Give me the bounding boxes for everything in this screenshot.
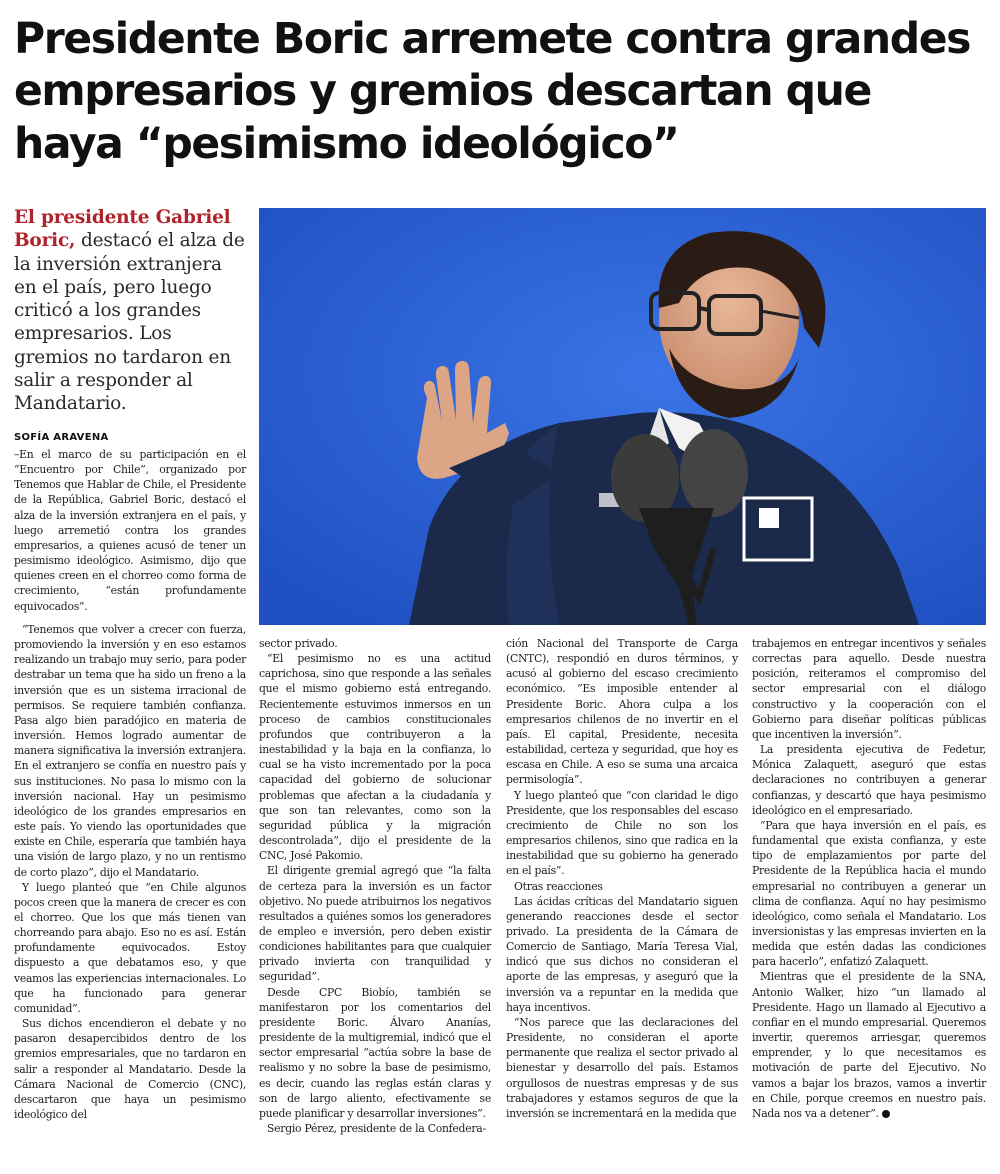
paragraph: Sergio Pérez, presidente de la Confedera- xyxy=(267,1122,486,1135)
subheading: Otras reacciones xyxy=(514,879,603,893)
lead-text: destacó el alza de la inversión extranjera en el país, pero luego criticó a los grandes empresarios. Los gremios no tardaron en salir a responder al Mandatario. xyxy=(14,230,245,415)
paragraph: sector privado. xyxy=(259,637,338,650)
paragraph: Y luego planteó que “en Chile algunos pocos creen que la manera de crecer es con el chorreo. Que los que más tienen van chorreando para abajo. Eso no es así. Están profundamente equivocados. Estoy dispuesto a que debatamos eso, y que veamos las experiencias internacionales. Lo que ha funcionado para generar comunidad”. xyxy=(14,880,246,1015)
column-1 xyxy=(14,622,246,1122)
paragraph: Sus dichos encendieron el debate y no pasaron desapercibidos dentro de los gremios empresariales, que no tardaron en salir a responder al Mandatario. Desde la Cámara Nacional de Comercio (CNC), descartaron que haya un pesimismo ideológico del xyxy=(14,1017,246,1121)
paragraph: La presidenta ejecutiva de Fedetur, Mónica Zalaquett, aseguró que estas declaraciones no contribuyen a generar confianzas, y descartó que haya pesimismo ideológico en el empresariado. xyxy=(752,743,986,817)
column-4 xyxy=(752,636,986,1121)
lead-paragraph xyxy=(14,206,246,416)
paragraph-text: Mientras que el presidente de la SNA, Antonio Walker, hizo “un llamado al Presidente. Hago un llamado al Ejecutivo a confiar en el mundo empresarial. Queremos invertir, queremos arriesgar, queremos emprender, y lo que necesitamos es motivación de parte del Ejecutivo. No vamos a bajar los brazos, vamos a invertir en Chile, porque creemos en nuestro país. Nada nos va a detener”. xyxy=(752,970,986,1120)
paragraph: “Tenemos que volver a crecer con fuerza, promoviendo la inversión y en eso estamos realizando un trabajo muy serio, para poder destrabar un tema que ha sido un freno a la inversión que es un sistema irracional de permisos. Se requiere también confianza. Pasa algo bien paradójico en materia de inversión. Hemos logrado aumentar de manera significativa la inversión extranjera. En el extranjero se confía en nuestro país y sus instituciones. No pasa lo mismo con la inversión nacional. Hay un pesimismo ideológico de los grandes empresarios en este país. Yo viendo las oportunidades que existe en Chile, esperaría que también haya una visión de largo plazo, y no un rentismo de corto plazo”, dijo el Mandatario. xyxy=(14,623,246,879)
paragraph: “Para que haya inversión en el país, es fundamental que exista confianza, y este tipo de emplazamientos por parte del Presidente de la República hacia el mundo empresarial no contribuyen a generar un clima de confianza. Aquí no hay pesimismo ideológico, como señala el Mandatario. Los inversionistas y las empresas invierten en la medida que estén dadas las condiciones para hacerlo”, enfatizó Zalaquett. xyxy=(752,818,986,969)
paragraph: trabajemos en entregar incentivos y señales correctas para aquello. Desde nuestra posición, reiteramos el compromiso del sector empresarial con el diálogo constructivo y la cooperación con el Gobierno para diseñar políticas públicas que incentiven la inversión”. xyxy=(752,637,986,741)
paragraph: “El pesimismo no es una actitud caprichosa, sino que responde a las señales que el mismo gobierno está entregando. Recientemente estuvimos inmersos en un proceso de cambios constitucionales profundos que contribuyeron a la inestabilidad y la baja en la confianza, lo cual se ha visto incrementado por la poca capacidad del gobierno de solucionar problemas que afectan a la ciudadanía y que son tan relevantes, como son la seguridad pública y la migración descontrolada”, dijo el presidente de la CNC, José Pakomio. xyxy=(259,652,491,863)
paragraph: “Nos parece que las declaraciones del Presidente, no consideran el aporte permanente que realiza el sector privado al bienestar y desarrollo del país. Estamos orgullosos de nuestras empresas y de sus trabajadores y estamos seguros de que la inversión se incrementará en la medida que xyxy=(506,1015,738,1120)
paragraph: Y luego planteó que “con claridad le digo Presidente, que los responsables del escaso crecimiento de Chile no son los empresarios chilenos, sino que radica en la inestabilidad que su gobierno ha generado en el país”. xyxy=(506,788,738,878)
column-1-top xyxy=(14,447,246,614)
column-2 xyxy=(259,636,491,1136)
photo-illustration xyxy=(259,208,986,625)
byline: SOFÍA ARAVENA xyxy=(14,432,109,443)
paragraph: Las ácidas críticas del Mandatario siguen generando reacciones desde el sector privado. La presidenta de la Cámara de Comercio de Santiago, María Teresa Vial, indicó que sus dichos no consideran el aporte de las empresas, y aseguró que la inversión va a repuntar en la medida que haya incentivos. xyxy=(506,894,738,1014)
paragraph: El dirigente gremial agregó que “la falta de certeza para la inversión es un factor objetivo. No puede atribuirnos los negativos resultados a quiénes somos los generadores de empleo e inversión, pero deben existir condiciones habilitantes para que cualquier privado invierta con tranquilidad y seguridad”. xyxy=(259,864,491,984)
headline: Presidente Boric arremete contra grandes empresarios y gremios descartan que haya “pesimismo ideológico” xyxy=(14,15,971,169)
lead-highlight: El presidente Gabriel Boric, xyxy=(14,207,231,252)
end-mark-icon xyxy=(882,1110,890,1118)
photo-president-boric xyxy=(259,208,986,625)
paragraph: ción Nacional del Transporte de Carga (CNTC), respondió en duros términos, y acusó al gobierno del escaso crecimiento económico. “Es imposible entender al Presidente Boric. Ahora culpa a los empresarios chilenos de no invertir en el país. El capital, Presidente, necesita estabilidad, certeza y seguridad, que hoy es escasa en Chile. A eso se suma una arcaica permisología”. xyxy=(506,637,738,787)
paragraph: Desde CPC Biobío, también se manifestaron por los comentarios del presidente Boric. Álvaro Ananías, presidente de la multigremial, indicó que el sector empresarial “actúa sobre la base de realismo y no sobre la base de pesimismo, es decir, cuando las reglas están claras y son de largo aliento, efectivamente se puede planificar y desarrollar inversiones”. xyxy=(259,985,491,1120)
column-3 xyxy=(506,636,738,1121)
paragraph: –En el marco de su participación en el “Encuentro por Chile”, organizado por Tenemos que Hablar de Chile, el Presidente de la República, Gabriel Boric, destacó el alza de la inversión extranjera en el país, y luego arremetió contra los grandes empresarios, a quienes acusó de tener un pesimismo ideológico. Asimismo, dijo que quienes creen en el chorreo como forma de crecimiento, “están profundamente equivocados”. xyxy=(14,448,246,613)
paragraph-last xyxy=(752,969,986,1121)
